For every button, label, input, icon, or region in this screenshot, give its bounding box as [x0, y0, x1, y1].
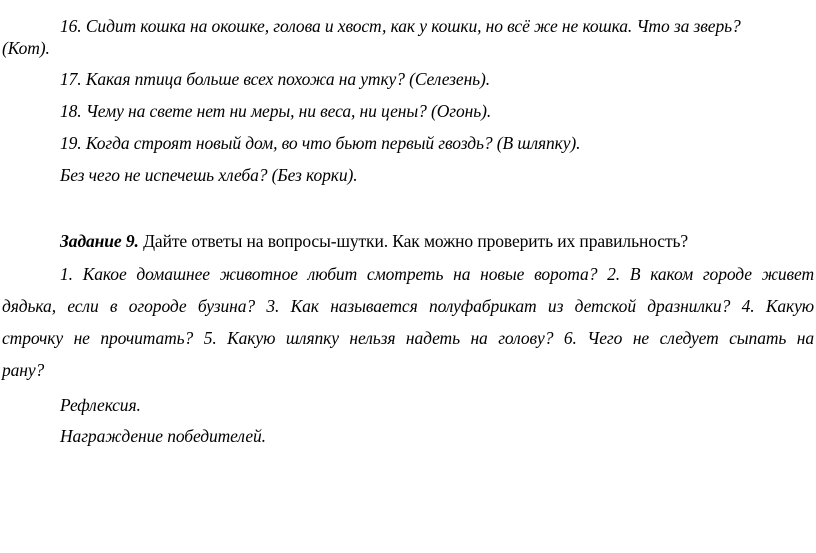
reflection-text: Рефлексия.	[60, 395, 141, 415]
riddle-20: Без чего не испечешь хлеба? (Без корки).	[60, 165, 358, 185]
task-9-question-line-2: дядька, если в огороде бузина? 3. Как называется полуфабрикат из детской дразнилки? 4. Какую	[2, 296, 814, 316]
riddle-17: 17. Какая птица больше всех похожа на утку? (Селезень).	[60, 69, 491, 89]
task-9-label: Задание 9.	[60, 231, 139, 251]
task-9-heading	[60, 231, 688, 251]
task-9-question-line-3: строчку не прочитать? 5. Какую шляпку нельзя надеть на голову? 6. Чего не следует сыпать на	[2, 328, 814, 348]
task-9-instruction: Дайте ответы на вопросы-шутки. Как можно проверить их правильность?	[138, 231, 689, 251]
riddle-16-line-2: (Кот).	[2, 38, 50, 58]
task-9-question-line-1: 1. Какое домашнее животное любит смотреть на новые ворота? 2. В каком городе живет	[60, 264, 814, 284]
riddle-18: 18. Чему на свете нет ни меры, ни веса, ни цены? (Огонь).	[60, 101, 492, 121]
award-text: Награждение победителей.	[60, 426, 266, 446]
riddle-16-line-1: 16. Сидит кошка на окошке, голова и хвост, как у кошки, но всё же не кошка. Что за зверь?	[60, 16, 741, 36]
riddle-19: 19. Когда строят новый дом, во что бьют первый гвоздь? (В шляпку).	[60, 133, 581, 153]
task-9-question-line-4: рану?	[2, 360, 45, 380]
